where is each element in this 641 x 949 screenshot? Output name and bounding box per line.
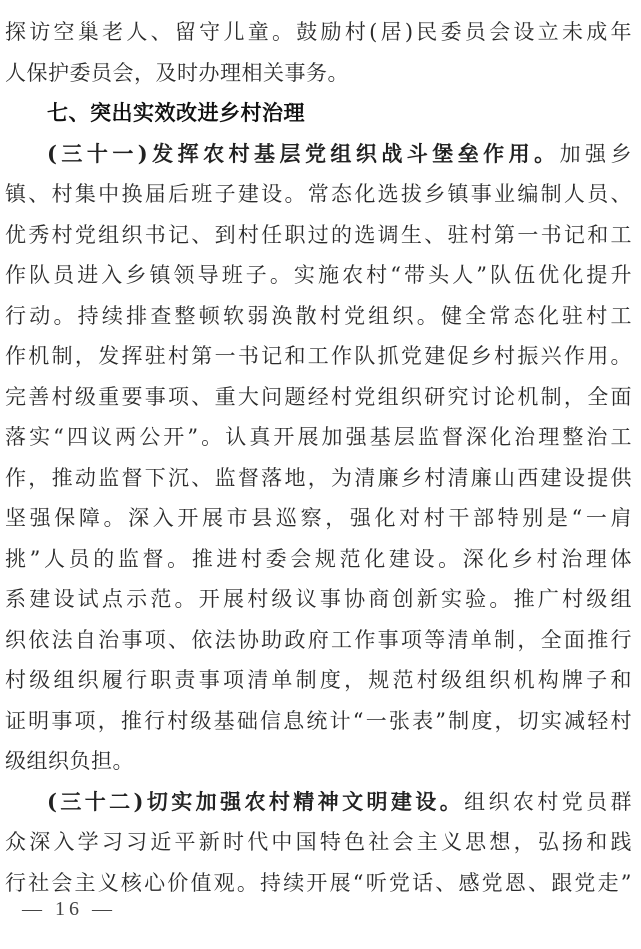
text-line: 织依法自治事项、依法协助政府工作事项等清单制，全面推行 bbox=[5, 627, 632, 652]
page-number: — 16 — bbox=[22, 898, 116, 920]
text-line: 坚强保障。深入开展市县巡察，强化对村干部特别是“一肩 bbox=[5, 506, 632, 530]
text-line: 行动。持续排查整顿软弱涣散村党组织。健全常态化驻村工 bbox=[5, 303, 632, 328]
text-line bbox=[5, 134, 632, 175]
text-line: 完善村级重要事项、重大问题经村党组织研究讨论机制，全面 bbox=[5, 384, 632, 409]
text-line: 系建设试点示范。开展村级议事协商创新实验。推广村级组 bbox=[5, 587, 632, 611]
text-line: 众深入学习习近平新时代中国特色社会主义思想，弘扬和践 bbox=[5, 830, 632, 854]
text-line: 行社会主义核心价值观。持续开展“听党话、感党恩、跟党走” bbox=[5, 870, 632, 895]
text-line: 级组织负担。 bbox=[5, 749, 134, 773]
text-span: 组织农村党员群 bbox=[464, 789, 632, 814]
text-line: 作，推动监督下沉、监督落地，为清廉乡村清廉山西建设提供 bbox=[5, 465, 632, 490]
document-page bbox=[5, 12, 632, 903]
paragraph-lead: (三十二)切实加强农村精神文明建设。 bbox=[47, 788, 465, 814]
text-line: 作队员进入乡镇领导班子。实施农村“带头人”队伍优化提升 bbox=[5, 263, 632, 287]
text-line: 作机制，发挥驻村第一书记和工作队抓党建促乡村振兴作用。 bbox=[5, 344, 632, 368]
text-line: 镇、村集中换届后班子建设。常态化选拔乡镇事业编制人员、 bbox=[5, 182, 632, 206]
text-line: 人保护委员会，及时办理相关事务。 bbox=[5, 60, 349, 85]
text-line: 村级组织履行职责事项清单制度，规范村级组织机构牌子和 bbox=[5, 668, 632, 692]
text-span: 加强乡 bbox=[559, 141, 633, 166]
text-line: 落实“四议两公开”。认真开展加强基层监督深化治理整治工 bbox=[5, 425, 632, 449]
section-heading: 七、突出实效改进乡村治理 bbox=[47, 101, 305, 125]
text-line: 优秀村党组织书记、到村任职过的选调生、驻村第一书记和工 bbox=[5, 222, 632, 247]
text-line: 挑”人员的监督。推进村委会规范化建设。深化乡村治理体 bbox=[5, 546, 632, 571]
text-line: 探访空巢老人、留守儿童。鼓励村(居)民委员会设立未成年 bbox=[5, 20, 632, 44]
text-line bbox=[5, 782, 632, 823]
paragraph-lead: (三十一)发挥农村基层党组织战斗堡垒作用。 bbox=[47, 140, 560, 166]
text-line: 证明事项，推行村级基础信息统计“一张表”制度，切实减轻村 bbox=[5, 708, 632, 733]
